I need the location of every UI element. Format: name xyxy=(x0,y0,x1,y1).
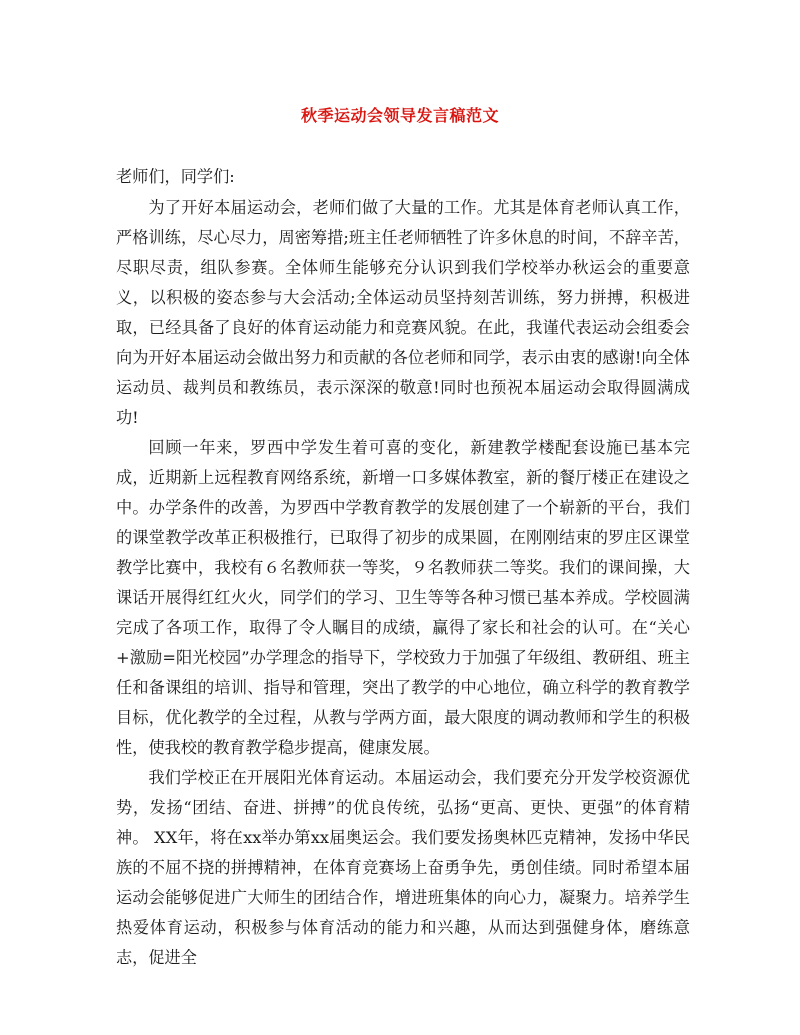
paragraph: 为了开好本届运动会，老师们做了大量的工作。尤其是体育老师认真工作，严格训练，尽心尽力，周密筹措;班主任老师牺牲了许多休息的时间，不辞辛苦，尽职尽责，组队参赛。全体师生能够充分认识到我们学校举办秋运会的重要意义，以积极的姿态参与大会活动;全体运动员坚持刻苦训练，努力拼搏，积极进取，已经具备了良好的体育运动能力和竞赛风貌。在此，我谨代表运动会组委会向为开好本届运动会做出努力和贡献的各位老师和同学，表示由衷的感谢!向全体运动员、裁判员和教练员，表示深深的敬意!同时也预祝本届运动会取得圆满成功! xyxy=(116,198,690,427)
document-body xyxy=(116,193,690,973)
paragraph: 我们学校正在开展阳光体育运动。本届运动会，我们要充分开发学校资源优势，发扬“团结、奋进、拼搏”的优良传统，弘扬“更高、更快、更强”的体育精神。 XX年，将在xx举办第xx届奥运会。我们要发扬奥林匹克精神，发扬中华民族的不屈不挠的拼搏精神，在体育竞赛场上奋勇争先，勇创佳绩。同时希望本届运动会能够促进广大师生的团结合作，增进班集体的向心力，凝聚力。培养学生热爱体育运动，积极参与体育活动的能力和兴趣，从而达到强健身体，磨练意志，促进全 xyxy=(116,768,690,967)
document-title: 秋季运动会领导发言稿范文 xyxy=(300,106,499,125)
paragraph: 回顾一年来，罗西中学发生着可喜的变化，新建教学楼配套设施已基本完成，近期新上远程教育网络系统，新增一口多媒体教室，新的餐厅楼正在建设之中。办学条件的改善，为罗西中学教育教学的发展创建了一个崭新的平台，我们的课堂教学改革正积极推行，已取得了初步的成果圆，在刚刚结束的罗庄区课堂教学比赛中，我校有６名教师获一等奖，９名教师获二等奖。我们的课间操，大课话开展得红红火火，同学们的学习、卫生等等各种习惯已基本养成。学校圆满完成了各项工作，取得了令人瞩目的成绩，赢得了家长和社会的认可。在“关心+激励=阳光校园”办学理念的指导下，学校致力于加强了年级组、教研组、班主任和备课组的培训、指导和管理，突出了教学的中心地位，确立科学的教育教学目标，优化教学的全过程，从教与学两方面，最大限度的调动教师和学生的积极性，使我校的教育教学稳步提高，健康发展。 xyxy=(116,438,690,757)
salutation: 老师们，同学们: xyxy=(116,167,235,186)
